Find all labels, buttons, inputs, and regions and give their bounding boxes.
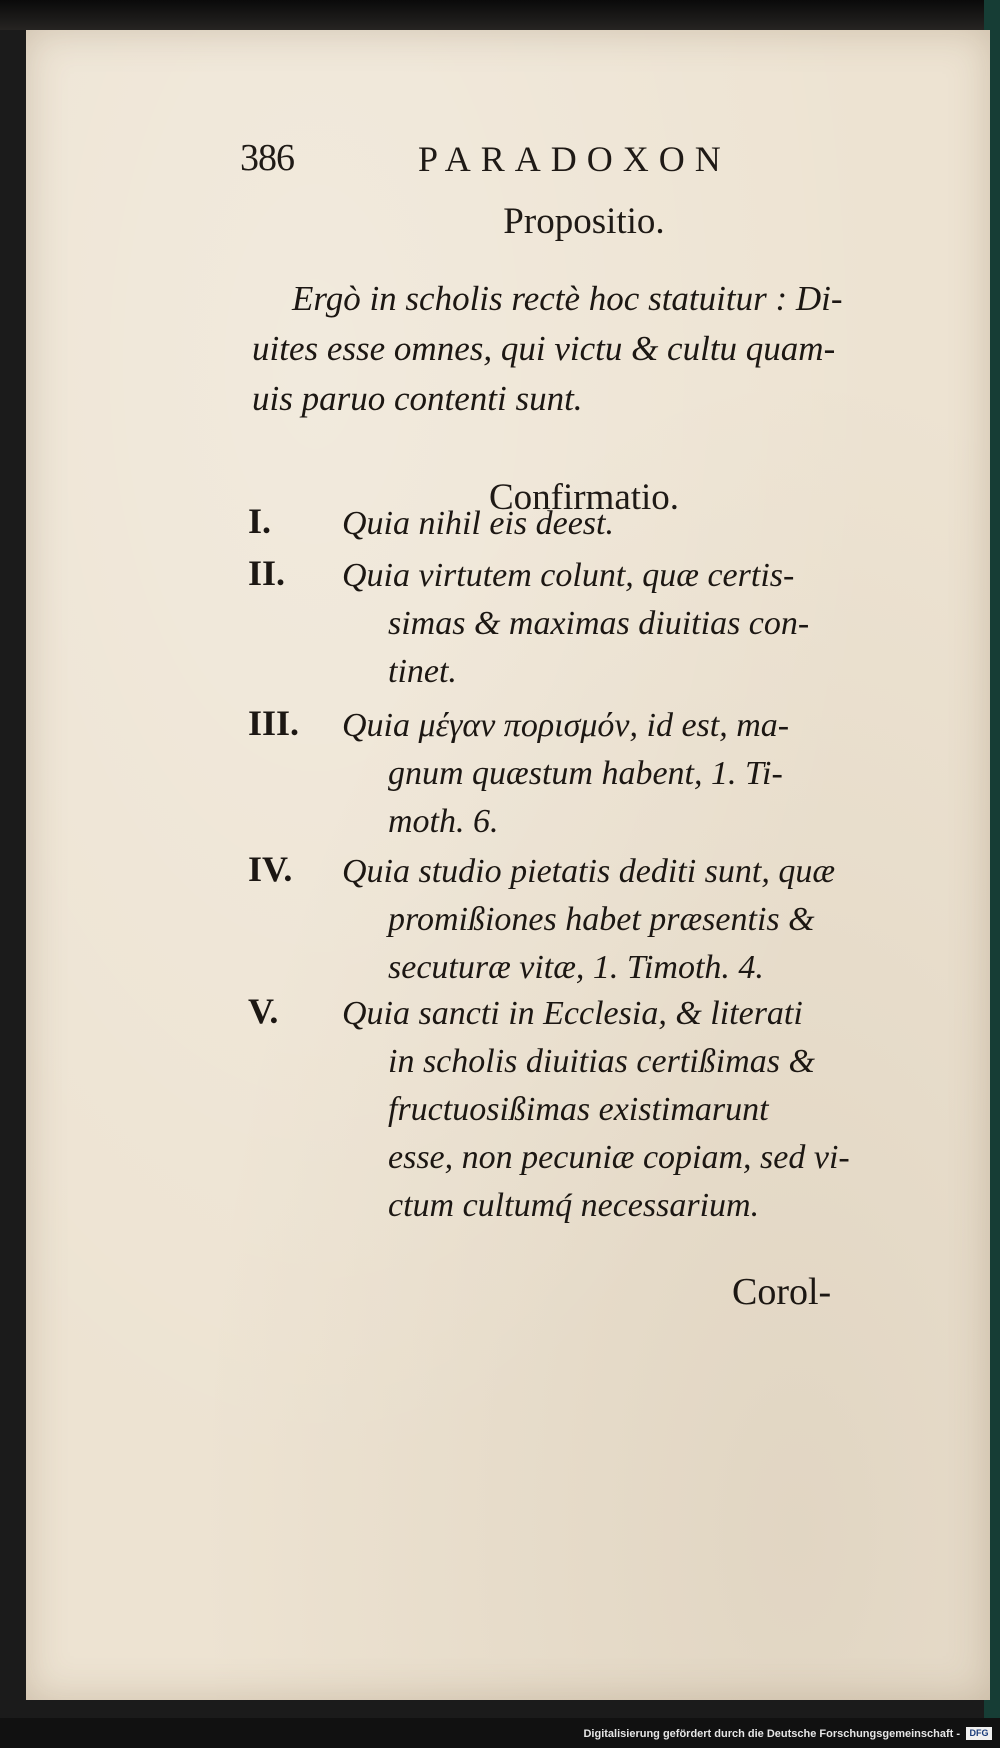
page-header: [26, 110, 990, 180]
item-line: secuturæ vitæ, 1. Timoth. 4.: [388, 949, 764, 986]
item-numeral: IV.: [248, 849, 293, 889]
item-line: promißiones habet præsentis &: [388, 901, 815, 938]
item-line: fructuosißimas existimarunt: [388, 1091, 769, 1128]
page-number: 386: [240, 137, 294, 179]
propositio-line: uites esse omnes, qui victu & cultu quam-: [252, 329, 836, 368]
propositio-line: uis paruo contenti sunt.: [252, 379, 583, 418]
propositio-heading: Propositio.: [503, 201, 665, 242]
propositio-line: Ergò in scholis rectè hoc statuitur : Di-: [292, 279, 843, 318]
item-line: Quia nihil eis deest.: [342, 505, 614, 542]
item-line: moth. 6.: [388, 803, 499, 840]
item-line: Quia μέγαν πορισμόν, id est, ma-: [342, 707, 790, 744]
item-line: in scholis diuitias certißimas &: [388, 1043, 815, 1080]
digitization-credit: Digitalisierung gefördert durch die Deutsche Forschungsgemeinschaft -: [583, 1728, 960, 1740]
book-top-edge: [0, 0, 1000, 30]
item-line: Quia sancti in Ecclesia, & literati: [342, 995, 803, 1032]
item-numeral: II.: [248, 553, 286, 593]
item-text: [342, 848, 852, 992]
dfg-logo: DFG: [966, 1727, 992, 1740]
item-line: tinet.: [388, 653, 457, 690]
item-text: [342, 702, 852, 846]
item-line: gnum quæstum habent, 1. Ti-: [388, 755, 783, 792]
item-numeral: I.: [248, 501, 272, 541]
item-numeral: III.: [248, 703, 300, 743]
catchword: Corol-: [732, 1271, 832, 1313]
item-line: ctum cultumq́ necessarium.: [388, 1187, 760, 1224]
item-line: Quia virtutem colunt, quæ certis-: [342, 557, 795, 594]
item-text: [342, 552, 852, 696]
item-text: [342, 990, 852, 1230]
running-title: PARADOXON: [418, 139, 731, 179]
confirmatio-heading: Confirmatio.: [488, 477, 680, 518]
item-line: esse, non pecuniæ copiam, sed vi-: [388, 1139, 850, 1176]
propositio-text: [252, 274, 856, 424]
book-page: [26, 30, 990, 1700]
item-text: [342, 500, 852, 548]
item-line: Quia studio pietatis dediti sunt, quæ: [342, 853, 836, 890]
item-line: simas & maximas diuitias con-: [388, 605, 810, 642]
item-numeral: V.: [248, 991, 279, 1031]
